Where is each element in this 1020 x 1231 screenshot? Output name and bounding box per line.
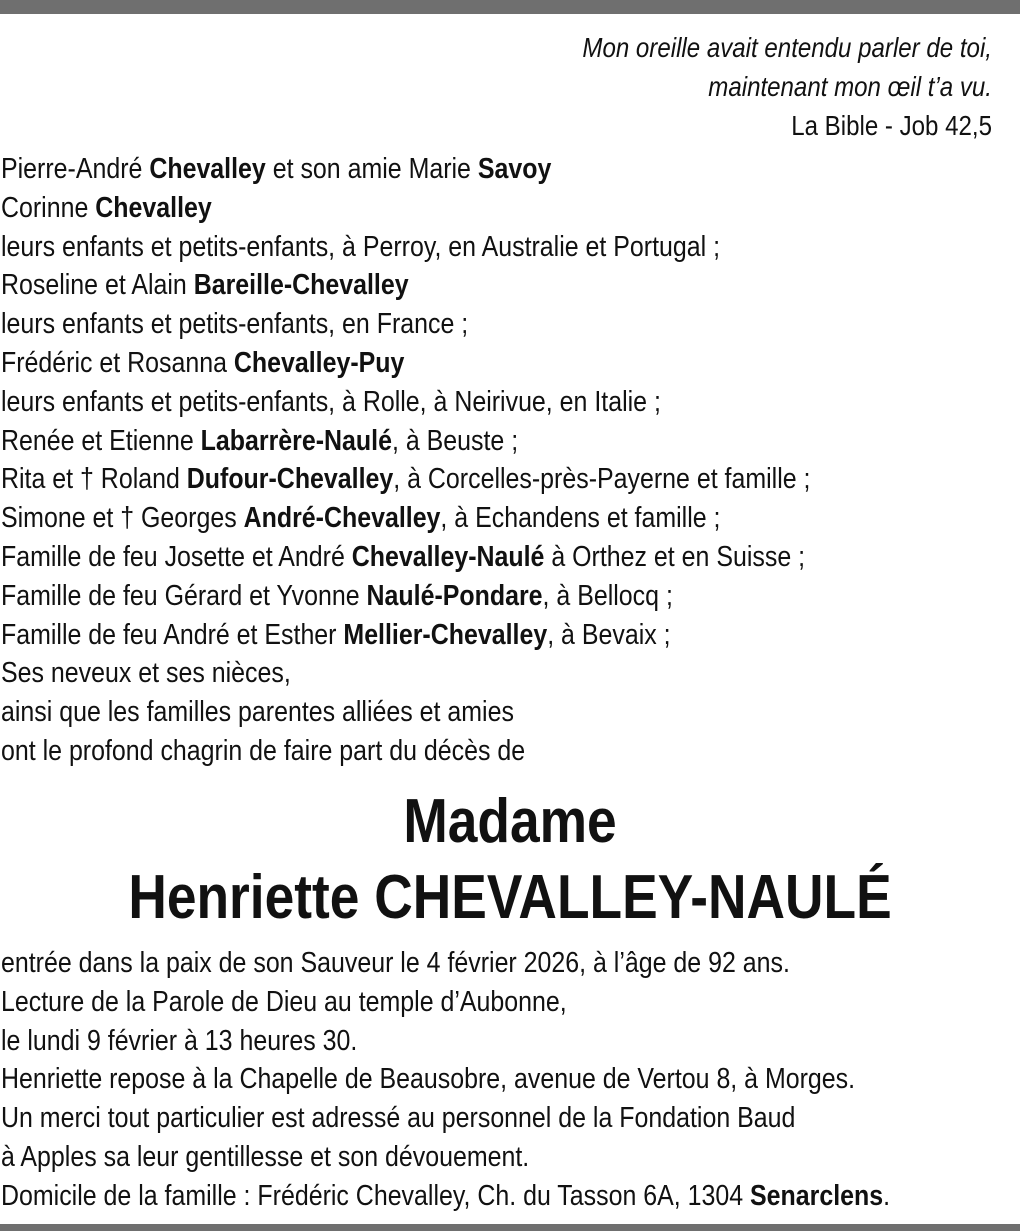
family-line: ont le profond chagrin de faire part du décès de: [1, 734, 526, 767]
family-line: Simone et † Georges André-Chevalley, à Echandens et famille ;: [1, 502, 721, 535]
epigraph: [304, 28, 992, 145]
family-line: Corinne Chevalley: [1, 191, 212, 224]
family-list: [1, 150, 1007, 771]
family-line: Rita et † Roland Dufour-Chevalley, à Corcelles-près-Payerne et famille ;: [1, 463, 811, 496]
family-line: leurs enfants et petits-enfants, à Perroy, en Australie et Portugal ;: [1, 230, 721, 263]
family-line: ainsi que les familles parentes alliées et amies: [1, 696, 514, 729]
closing-line: entrée dans la paix de son Sauveur le 4 février 2026, à l’âge de 92 ans.: [1, 947, 790, 979]
family-line: Famille de feu Josette et André Chevalley-Naulé à Orthez et en Suisse ;: [1, 540, 806, 573]
family-line: Frédéric et Rosanna Chevalley-Puy: [1, 346, 405, 379]
closing-line: le lundi 9 février à 13 heures 30.: [1, 1024, 358, 1057]
deceased-name-block: [0, 784, 1020, 936]
family-line: Pierre-André Chevalley et son amie Marie Savoy: [1, 153, 552, 185]
family-line: Ses neveux et ses nièces,: [1, 657, 291, 690]
family-line: leurs enfants et petits-enfants, à Rolle, à Neirivue, en Italie ;: [1, 385, 661, 418]
top-rule: [0, 0, 1020, 14]
family-line: Famille de feu Gérard et Yvonne Naulé-Pondare, à Bellocq ;: [1, 579, 673, 612]
closing-line: à Apples sa leur gentillesse et son dévouement.: [1, 1140, 530, 1173]
epigraph-source: La Bible - Job 42,5: [791, 110, 992, 141]
family-address: Domicile de la famille : Frédéric Chevalley, Ch. du Tasson 6A, 1304 Senarclens.: [1, 1179, 891, 1212]
deceased-title: Madame: [403, 787, 617, 856]
bottom-rule: [0, 1224, 1020, 1231]
family-line: Roseline et Alain Bareille-Chevalley: [1, 269, 409, 302]
family-line: leurs enfants et petits-enfants, en France ;: [1, 308, 469, 341]
family-line: Renée et Etienne Labarrère-Naulé, à Beuste ;: [1, 424, 519, 457]
closing-line: Un merci tout particulier est adressé au personnel de la Fondation Baud: [1, 1102, 796, 1135]
family-line: Famille de feu André et Esther Mellier-Chevalley, à Bevaix ;: [1, 618, 671, 651]
closing-line: Henriette repose à la Chapelle de Beausobre, avenue de Vertou 8, à Morges.: [1, 1063, 856, 1096]
deceased-name: Henriette CHEVALLEY-NAULÉ: [128, 863, 892, 932]
epigraph-line-2: maintenant mon œil t’a vu.: [708, 71, 992, 102]
closing-line: Lecture de la Parole de Dieu au temple d’Aubonne,: [1, 985, 567, 1018]
epigraph-line-1: Mon oreille avait entendu parler de toi,: [582, 32, 992, 63]
closing-text: [1, 944, 1012, 1216]
